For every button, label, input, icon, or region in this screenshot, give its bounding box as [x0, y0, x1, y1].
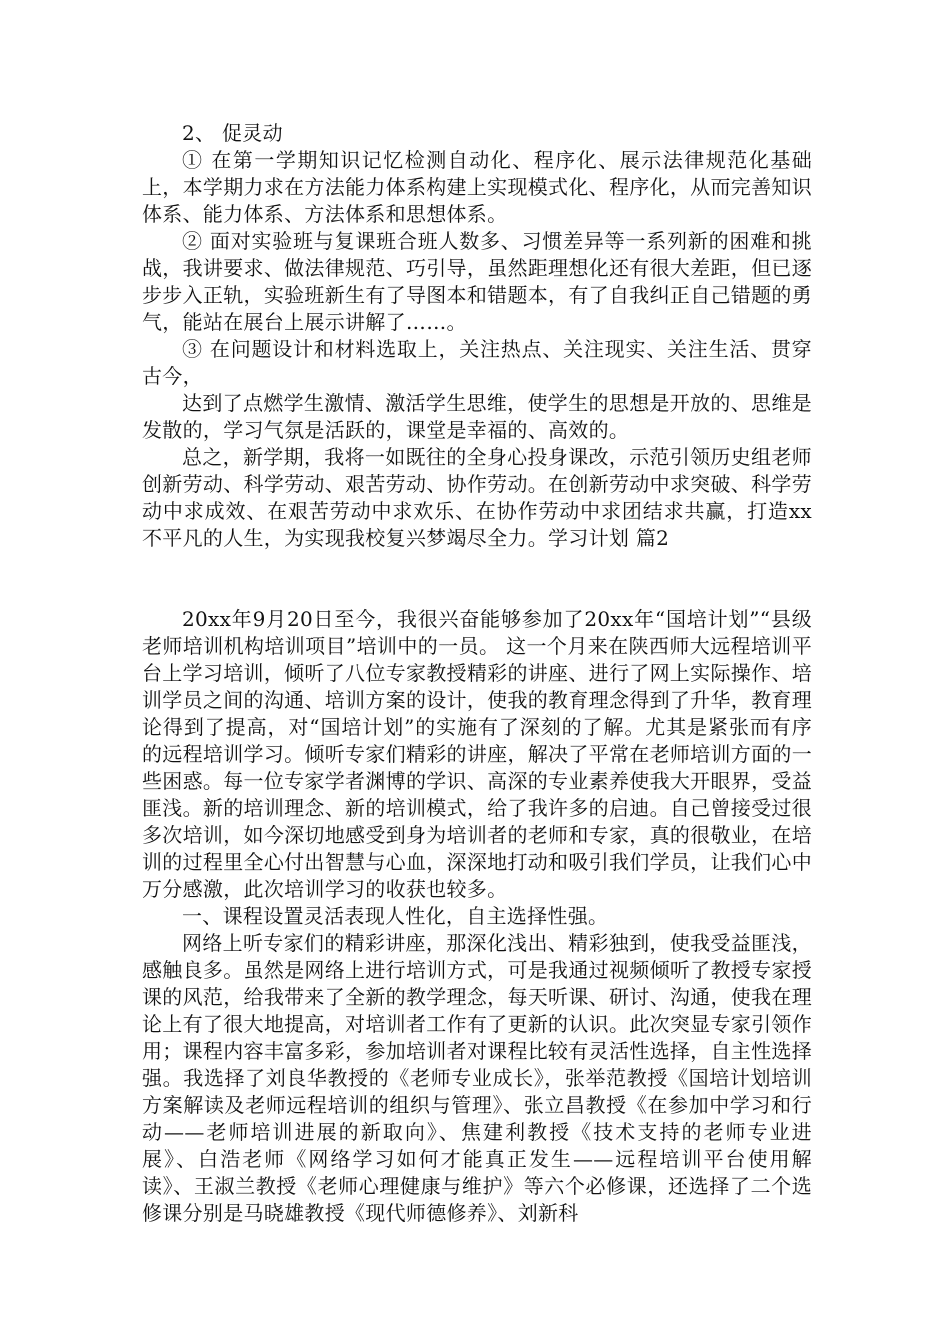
- section-heading: 一、课程设置灵活表现人性化，自主选择性强。: [182, 904, 609, 928]
- document-body: [142, 120, 812, 1227]
- paragraph: 达到了点燃学生激情、激活学生思维，使学生的思想是开放的、思维是发散的，学习气氛是活跃的，课堂是幸福的、高效的。: [142, 391, 812, 442]
- paragraph: 网络上听专家们的精彩讲座，那深化浅出、精彩独到，使我受益匪浅，感触良多。虽然是网络上进行培训方式，可是我通过视频倾听了教授专家授课的风范，给我带来了全新的教学理念，每天听课、研讨、沟通，使我在理论上有了很大地提高，对培训者工作有了更新的认识。此次突显专家引领作用；课程内容丰富多彩，参加培训者对课程比较有灵活性选择，自主性选择强。我选择了刘良华教授的《老师专业成长》，张举范教授《国培计划培训方案解读及老师远程培训的组织与管理》、张立昌教授《在参加中学习和行动——老师培训进展的新取向》、焦建利教授《技术支持的老师专业进展》、白浩老师《网络学习如何才能真正发生——远程培训平台使用解读》、王淑兰教授《老师心理健康与维护》等六个必修课，还选择了二个选修课分别是马晓雄教授《现代师德修养》、刘新科: [142, 931, 812, 1225]
- section-heading: 2、 促灵动: [182, 121, 283, 145]
- paragraph: 20xx年9月20日至今，我很兴奋能够参加了20xx年“国培计划”“县级老师培训机构培训项目”培训中的一员。 这一个月来在陕西师大远程培训平台上学习培训，倾听了八位专家教授精彩的讲座、进行了网上实际操作、培训学员之间的沟通、培训方案的设计，使我的教育理念得到了升华，教育理论得到了提高，对“国培计划”的实施有了深刻的了解。尤其是紧张而有序的远程培训学习。倾听专家们精彩的讲座，解决了平常在老师培训方面的一些困惑。每一位专家学者渊博的学识、高深的专业素养使我大开眼界，受益匪浅。新的培训理念、新的培训模式，给了我许多的启迪。自己曾接受过很多次培训，如今深切地感受到身为培训者的老师和专家，真的很敬业，在培训的过程里全心付出智慧与心血，深深地打动和吸引我们学员，让我们心中万分感激，此次培训学习的收获也较多。: [142, 607, 812, 901]
- paragraph: ③ 在问题设计和材料选取上，关注热点、关注现实、关注生活、贯穿古今，: [142, 337, 812, 388]
- paragraph: ① 在第一学期知识记忆检测自动化、程序化、展示法律规范化基础上，本学期力求在方法能力体系构建上实现模式化、程序化，从而完善知识体系、能力体系、方法体系和思想体系。: [142, 148, 812, 226]
- paragraph: ② 面对实验班与复课班合班人数多、习惯差异等一系列新的困难和挑战，我讲要求、做法律规范、巧引导，虽然距理想化还有很大差距，但已逐步步入正轨，实验班新生有了导图本和错题本，有了自我纠正自己错题的勇气，能站在展台上展示讲解了……。: [142, 229, 812, 334]
- blank-space: [142, 552, 812, 606]
- paragraph: 总之，新学期，我将一如既往的全身心投身课改，示范引领历史组老师创新劳动、科学劳动、艰苦劳动、协作劳动。在创新劳动中求突破、科学劳动中求成效、在艰苦劳动中求欢乐、在协作劳动中求团结求共赢，打造xx不平凡的人生，为实现我校复兴梦竭尽全力。学习计划 篇2: [142, 445, 812, 550]
